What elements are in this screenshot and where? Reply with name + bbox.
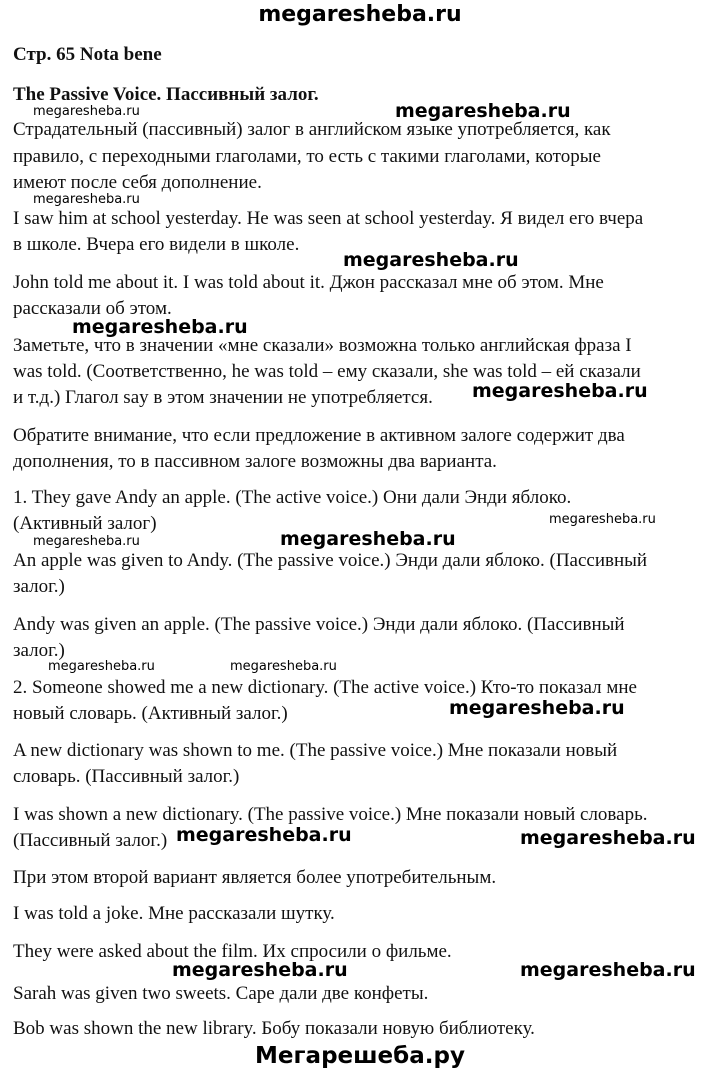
section-title: The Passive Voice. Пассивный залог.	[13, 84, 319, 105]
text-line: was told. (Соответственно, he was told – ему сказали, she was told – ей сказали	[13, 361, 641, 382]
watermark: megaresheba.ru	[280, 528, 456, 550]
text-line: Обратите внимание, что если предложение в активном залоге содержит два	[13, 425, 625, 446]
text-line: имеют после себя дополнение.	[13, 172, 262, 193]
text-line: Andy was given an apple. (The passive voice.) Энди дали яблоко. (Пассивный	[13, 614, 625, 635]
text-line: (Пассивный залог.)	[13, 830, 168, 851]
text-line: (Активный залог)	[13, 513, 157, 534]
watermark: megaresheba.ru	[520, 959, 696, 981]
watermark: megaresheba.ru	[33, 534, 140, 549]
text-line: I saw him at school yesterday. He was seen at school yesterday. Я видел его вчера	[13, 208, 644, 229]
watermark: megaresheba.ru	[33, 104, 140, 119]
text-line: John told me about it. I was told about it. Джон рассказал мне об этом. Мне	[13, 272, 604, 293]
text-line: They were asked about the film. Их спросили о фильме.	[13, 941, 452, 962]
text-line: залог.)	[13, 576, 65, 597]
text-line: An apple was given to Andy. (The passive voice.) Энди дали яблоко. (Пассивный	[13, 550, 648, 571]
text-line: Страдательный (пассивный) залог в английском языке употребляется, как	[13, 119, 611, 140]
text-line: Bob was shown the new library. Бобу показали новую библиотеку.	[13, 1018, 535, 1039]
text-line: правило, с переходными глаголами, то есть с такими глаголами, которые	[13, 146, 601, 167]
site-footer: Мегарешеба.ру	[255, 1043, 465, 1069]
text-line: I was shown a new dictionary. (The passive voice.) Мне показали новый словарь.	[13, 804, 648, 825]
watermark: megaresheba.ru	[472, 380, 648, 402]
watermark: megaresheba.ru	[172, 959, 348, 981]
watermark: megaresheba.ru	[176, 824, 352, 846]
site-header: megaresheba.ru	[258, 2, 462, 27]
watermark: megaresheba.ru	[549, 512, 656, 527]
page-reference: Стр. 65 Nota bene	[13, 44, 162, 65]
text-line: рассказали об этом.	[13, 298, 172, 319]
text-line: и т.д.) Глагол say в этом значении не употребляется.	[13, 387, 433, 408]
text-line: залог.)	[13, 640, 65, 661]
text-line: 2. Someone showed me a new dictionary. (The active voice.) Кто-то показал мне	[13, 677, 637, 698]
text-line: 1. They gave Andy an apple. (The active voice.) Они дали Энди яблоко.	[13, 487, 572, 508]
text-line: в школе. Вчера его видели в школе.	[13, 234, 300, 255]
watermark: megaresheba.ru	[343, 249, 519, 271]
watermark: megaresheba.ru	[230, 659, 337, 674]
watermark: megaresheba.ru	[48, 659, 155, 674]
text-line: словарь. (Пассивный залог.)	[13, 766, 240, 787]
text-line: Заметьте, что в значении «мне сказали» возможна только английская фраза I	[13, 335, 632, 356]
watermark: megaresheba.ru	[520, 827, 696, 849]
watermark: megaresheba.ru	[72, 316, 248, 338]
text-line: I was told a joke. Мне рассказали шутку.	[13, 903, 335, 924]
text-line: новый словарь. (Активный залог.)	[13, 703, 288, 724]
text-line: A new dictionary was shown to me. (The passive voice.) Мне показали новый	[13, 740, 618, 761]
watermark: megaresheba.ru	[33, 192, 140, 207]
text-line: Sarah was given two sweets. Саре дали две конфеты.	[13, 983, 429, 1004]
text-line: дополнения, то в пассивном залоге возможны два варианта.	[13, 451, 497, 472]
watermark: megaresheba.ru	[449, 697, 625, 719]
text-line: При этом второй вариант является более употребительным.	[13, 867, 497, 888]
watermark: megaresheba.ru	[395, 100, 571, 122]
